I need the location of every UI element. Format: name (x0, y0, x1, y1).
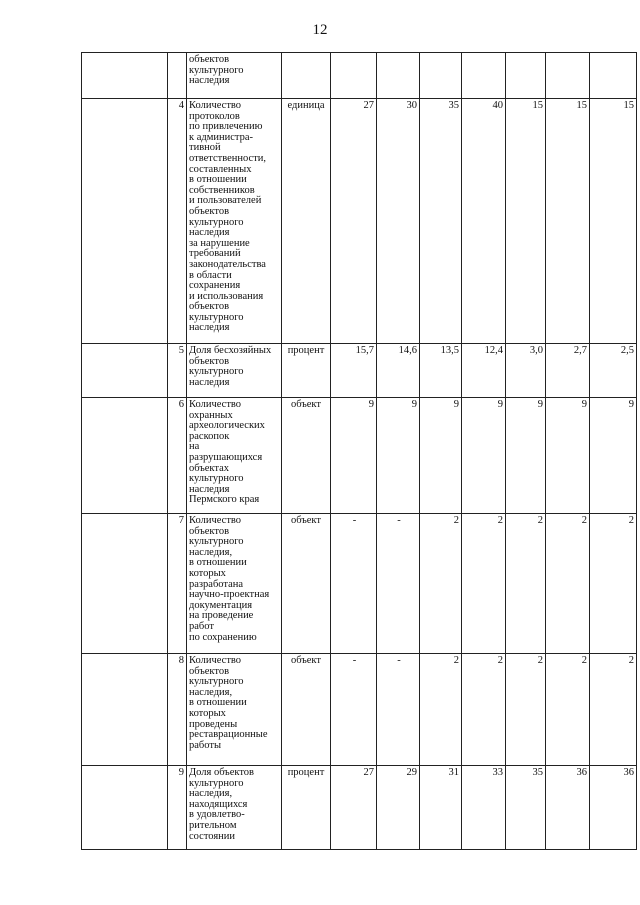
value-cell: 9 (331, 398, 377, 514)
value-cell: 2 (462, 514, 506, 654)
value-cell: 15 (590, 99, 637, 344)
row-number-cell: 7 (168, 514, 187, 654)
indicator-name-cell: Доля бесхозяйных объектов культурного наследия (187, 344, 282, 398)
value-cell: 2 (420, 514, 462, 654)
table-row (82, 766, 637, 850)
page-number: 12 (312, 22, 328, 38)
table-row (82, 514, 637, 654)
row-number-cell: 5 (168, 344, 187, 398)
value-cell: 33 (462, 766, 506, 850)
value-cell: - (331, 514, 377, 654)
value-cell: 3,0 (506, 344, 546, 398)
value-cell: 12,4 (462, 344, 506, 398)
unit-cell: единица (282, 99, 331, 344)
value-cell: 9 (462, 398, 506, 514)
blank-cell (82, 398, 168, 514)
value-cell: 2,7 (546, 344, 590, 398)
blank-cell (82, 344, 168, 398)
table-row (82, 344, 637, 398)
value-cell: 27 (331, 766, 377, 850)
value-cell: 2,5 (590, 344, 637, 398)
value-cell: 2 (506, 654, 546, 766)
value-cell: 9 (590, 398, 637, 514)
unit-cell: объект (282, 398, 331, 514)
row-number-cell (168, 53, 187, 99)
indicator-name-cell: Количество объектов культурного наследия, в отношении которых разработана научно-проектная документация на проведение работ по сохранению (187, 514, 282, 654)
value-cell (590, 53, 637, 99)
value-cell: - (331, 654, 377, 766)
value-cell: 2 (546, 514, 590, 654)
value-cell: 9 (420, 398, 462, 514)
indicator-name-cell: объектов культурного наследия (187, 53, 282, 99)
value-cell (331, 53, 377, 99)
indicator-name-cell: Доля объектов культурного наследия, находящихся в удовлетво- рительном состоянии (187, 766, 282, 850)
blank-cell (82, 53, 168, 99)
row-number-cell: 9 (168, 766, 187, 850)
value-cell (506, 53, 546, 99)
unit-cell: процент (282, 344, 331, 398)
value-cell: 29 (377, 766, 420, 850)
value-cell: 13,5 (420, 344, 462, 398)
table-row (82, 398, 637, 514)
blank-cell (82, 99, 168, 344)
value-cell: 2 (546, 654, 590, 766)
value-cell (420, 53, 462, 99)
value-cell: 36 (590, 766, 637, 850)
value-cell: 27 (331, 99, 377, 344)
unit-cell: объект (282, 514, 331, 654)
value-cell: 2 (506, 514, 546, 654)
blank-cell (82, 514, 168, 654)
value-cell: - (377, 654, 420, 766)
value-cell (462, 53, 506, 99)
value-cell (377, 53, 420, 99)
indicator-name-cell: Количество протоколов по привлечению к администра- тивной ответственности, составленных в отношении собственников и пользователей объектов культурного наследия за нарушение требований законодательства в области сохранения и использования объектов культурного наследия (187, 99, 282, 344)
value-cell: 30 (377, 99, 420, 344)
table-row (82, 654, 637, 766)
value-cell: 15 (506, 99, 546, 344)
table-row (82, 53, 637, 99)
unit-cell (282, 53, 331, 99)
indicator-name-cell: Количество объектов культурного наследия, в отношении которых проведены реставрационные работы (187, 654, 282, 766)
value-cell: 31 (420, 766, 462, 850)
value-cell: 9 (546, 398, 590, 514)
unit-cell: объект (282, 654, 331, 766)
row-number-cell: 6 (168, 398, 187, 514)
blank-cell (82, 766, 168, 850)
value-cell: 15,7 (331, 344, 377, 398)
value-cell (546, 53, 590, 99)
row-number-cell: 8 (168, 654, 187, 766)
value-cell: 2 (420, 654, 462, 766)
indicator-name-cell: Количество охранных археологических раскопок на разрушающихся объектах культурного наследия Пермского края (187, 398, 282, 514)
table-row (82, 99, 637, 344)
value-cell: 2 (462, 654, 506, 766)
value-cell: 40 (462, 99, 506, 344)
row-number-cell: 4 (168, 99, 187, 344)
value-cell: 2 (590, 654, 637, 766)
value-cell: 36 (546, 766, 590, 850)
value-cell: 9 (377, 398, 420, 514)
value-cell: 9 (506, 398, 546, 514)
blank-cell (82, 654, 168, 766)
value-cell: 2 (590, 514, 637, 654)
value-cell: 35 (420, 99, 462, 344)
unit-cell: процент (282, 766, 331, 850)
value-cell: 35 (506, 766, 546, 850)
value-cell: 15 (546, 99, 590, 344)
indicators-table (81, 52, 637, 850)
value-cell: 14,6 (377, 344, 420, 398)
value-cell: - (377, 514, 420, 654)
